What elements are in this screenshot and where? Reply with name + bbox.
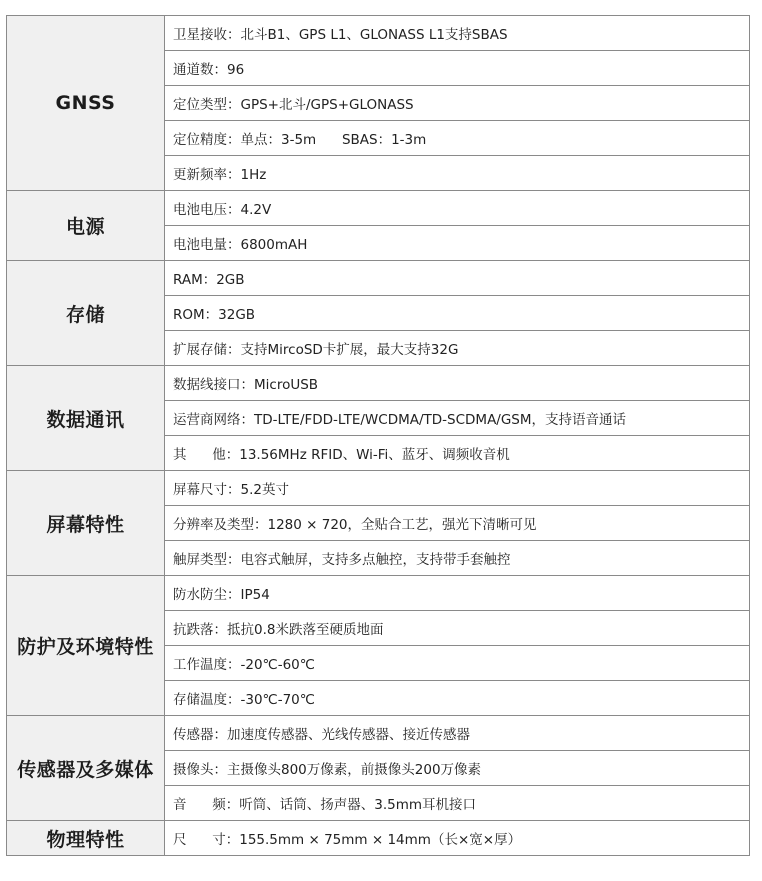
- spec-row-physical: [7, 821, 750, 856]
- category-storage: 存储: [7, 261, 165, 366]
- spec-row-gnss: [7, 16, 750, 51]
- spec-item: 其 他：13.56MHz RFID、Wi-Fi、蓝牙、调频收音机: [165, 436, 750, 471]
- spec-row-sensors-media: [7, 716, 750, 751]
- spec-row-protection-env: [7, 576, 750, 611]
- spec-item: RAM：2GB: [165, 261, 750, 296]
- spec-item: ROM：32GB: [165, 296, 750, 331]
- spec-item: 通道数：96: [165, 51, 750, 86]
- spec-item: 摄像头：主摄像头800万像素，前摄像头200万像素: [165, 751, 750, 786]
- category-protection-env: 防护及环境特性: [7, 576, 165, 716]
- spec-item: 传感器：加速度传感器、光线传感器、接近传感器: [165, 716, 750, 751]
- spec-item: 定位类型：GPS+北斗/GPS+GLONASS: [165, 86, 750, 121]
- spec-item: 尺 寸：155.5mm × 75mm × 14mm（长×宽×厚）: [165, 821, 750, 856]
- category-data-comm: 数据通讯: [7, 366, 165, 471]
- spec-item: 分辨率及类型：1280 × 720，全贴合工艺，强光下清晰可见: [165, 506, 750, 541]
- spec-item: 定位精度：单点：3-5m SBAS：1-3m: [165, 121, 750, 156]
- spec-row-power: [7, 191, 750, 226]
- spec-row-data-comm: [7, 366, 750, 401]
- spec-item: 电池电量：6800mAH: [165, 226, 750, 261]
- category-physical: 物理特性: [7, 821, 165, 856]
- spec-row-screen: [7, 471, 750, 506]
- category-sensors-media: 传感器及多媒体: [7, 716, 165, 821]
- spec-item: 抗跌落：抵抗0.8米跌落至硬质地面: [165, 611, 750, 646]
- spec-item: 工作温度：-20℃-60℃: [165, 646, 750, 681]
- category-screen: 屏幕特性: [7, 471, 165, 576]
- spec-item: 更新频率：1Hz: [165, 156, 750, 191]
- spec-item: 卫星接收：北斗B1、GPS L1、GLONASS L1支持SBAS: [165, 16, 750, 51]
- spec-item: 运营商网络：TD-LTE/FDD-LTE/WCDMA/TD-SCDMA/GSM，支持语音通话: [165, 401, 750, 436]
- spec-item: 防水防尘：IP54: [165, 576, 750, 611]
- spec-item: 存储温度：-30℃-70℃: [165, 681, 750, 716]
- spec-item: 电池电压：4.2V: [165, 191, 750, 226]
- spec-item: 触屏类型：电容式触屏，支持多点触控，支持带手套触控: [165, 541, 750, 576]
- spec-row-storage: [7, 261, 750, 296]
- category-power: 电源: [7, 191, 165, 261]
- spec-item: 数据线接口：MicroUSB: [165, 366, 750, 401]
- spec-table-body: [7, 16, 750, 856]
- category-gnss: GNSS: [7, 16, 165, 191]
- spec-item: 扩展存储：支持MircoSD卡扩展，最大支持32G: [165, 331, 750, 366]
- spec-table: [6, 15, 750, 856]
- spec-item: 屏幕尺寸：5.2英寸: [165, 471, 750, 506]
- spec-item: 音 频：听筒、话筒、扬声器、3.5mm耳机接口: [165, 786, 750, 821]
